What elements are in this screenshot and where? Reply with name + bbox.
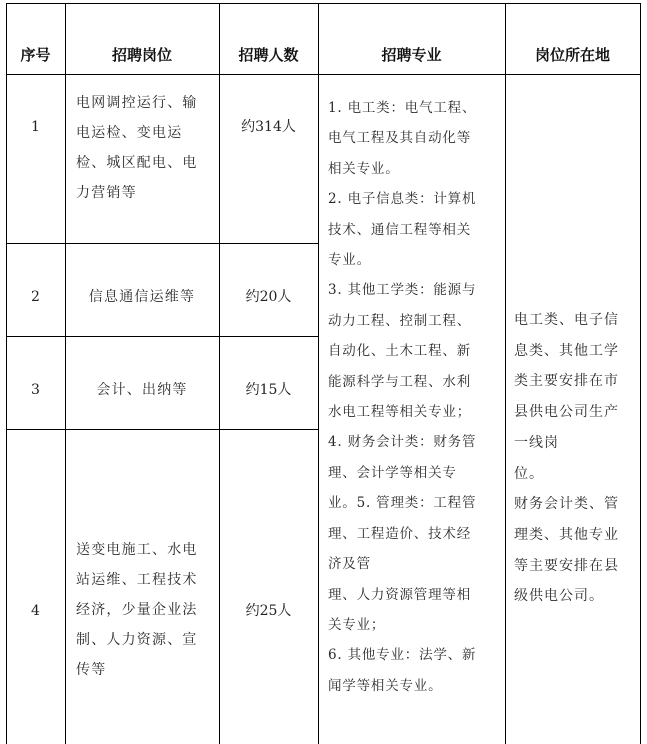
count-cell: 约314人 — [241, 119, 296, 135]
position-cell — [65, 282, 219, 312]
text-line: 闻学等相关专业。 — [328, 677, 443, 694]
text-line: 济及管 — [328, 556, 371, 573]
text-line: 站运维、工程技术 — [76, 572, 198, 588]
text-line: 6. 其他专业：法学、新 — [328, 647, 477, 664]
text-line: 力营销等 — [76, 185, 137, 201]
column-divider — [6, 3, 7, 744]
row-divider — [6, 243, 318, 244]
major-cell — [328, 93, 476, 701]
text-line: 传等 — [76, 662, 107, 678]
text-line: 水电工程等相关专业； — [328, 404, 471, 421]
text-line: 电气工程及其自动化等 — [328, 130, 471, 147]
text-line: 自动化、土木工程、新 — [328, 343, 471, 360]
text-line: 电运检、变电运 — [76, 125, 183, 141]
seq-cell: 1 — [31, 119, 40, 135]
seq-cell: 2 — [31, 289, 40, 305]
text-line: 理类、其他专业 — [514, 526, 619, 543]
text-line: 财务会计类、管 — [514, 496, 619, 513]
text-line: 能源科学与工程、水利 — [328, 373, 471, 390]
text-line: 技术、通信工程等相关 — [328, 221, 471, 238]
text-line: 县供电公司生产 — [514, 404, 619, 421]
text-line: 理、工程造价、技术经 — [328, 525, 471, 542]
header-position: 招聘岗位 — [111, 46, 172, 64]
header-count: 招聘人数 — [238, 46, 299, 64]
text-line: 检、城区配电、电 — [76, 155, 198, 171]
text-line: 专业。 — [328, 252, 371, 269]
column-divider — [505, 3, 506, 744]
position-cell — [76, 88, 198, 208]
text-line: 类主要安排在市 — [514, 373, 619, 390]
text-line: 制、人力资源、宣 — [76, 632, 198, 648]
count-cell: 约15人 — [245, 382, 292, 398]
text-line: 息类、其他工学 — [514, 342, 619, 359]
header-location: 岗位所在地 — [534, 46, 610, 64]
text-line: 位。 — [514, 465, 544, 482]
seq-cell: 4 — [31, 603, 40, 619]
count-cell: 约20人 — [245, 289, 292, 305]
header-seq: 序号 — [20, 46, 51, 64]
location-cell — [514, 305, 619, 612]
text-line: 电网调控运行、输 — [76, 95, 198, 111]
position-cell — [76, 535, 198, 685]
text-line: 相关专业。 — [328, 160, 400, 177]
row-divider — [6, 429, 318, 430]
table-border-top — [6, 3, 641, 4]
text-line: 信息通信运维等 — [88, 289, 196, 305]
table-border-right — [640, 3, 641, 744]
header-major: 招聘专业 — [381, 46, 442, 64]
header-divider — [6, 74, 641, 75]
text-line: 业。5. 管理类：工程管 — [328, 495, 477, 512]
column-divider — [65, 3, 66, 744]
column-divider — [219, 3, 220, 744]
text-line: 1. 电工类：电气工程、 — [328, 100, 477, 116]
text-line: 电工类、电子信 — [514, 312, 619, 328]
text-line: 经济，少量企业法 — [76, 602, 198, 618]
count-cell: 约25人 — [245, 603, 292, 619]
position-cell — [65, 375, 219, 405]
column-divider — [318, 3, 319, 744]
text-line: 2. 电子信息类：计算机 — [328, 191, 477, 208]
text-line: 理、人力资源管理等相 — [328, 586, 471, 603]
text-line: 动力工程、控制工程、 — [328, 312, 471, 329]
text-line: 会计、出纳等 — [96, 382, 188, 398]
seq-cell: 3 — [31, 382, 40, 398]
text-line: 4. 财务会计类：财务管 — [328, 434, 477, 451]
text-line: 理、会计学等相关专 — [328, 464, 457, 481]
text-line: 3. 其他工学类：能源与 — [328, 282, 477, 299]
text-line: 等主要安排在县 — [514, 557, 619, 574]
text-line: 一线岗 — [514, 434, 559, 451]
text-line: 送变电施工、水电 — [76, 542, 198, 558]
text-line: 关专业； — [328, 616, 386, 633]
text-line: 级供电公司。 — [514, 588, 604, 605]
row-divider — [6, 336, 318, 337]
